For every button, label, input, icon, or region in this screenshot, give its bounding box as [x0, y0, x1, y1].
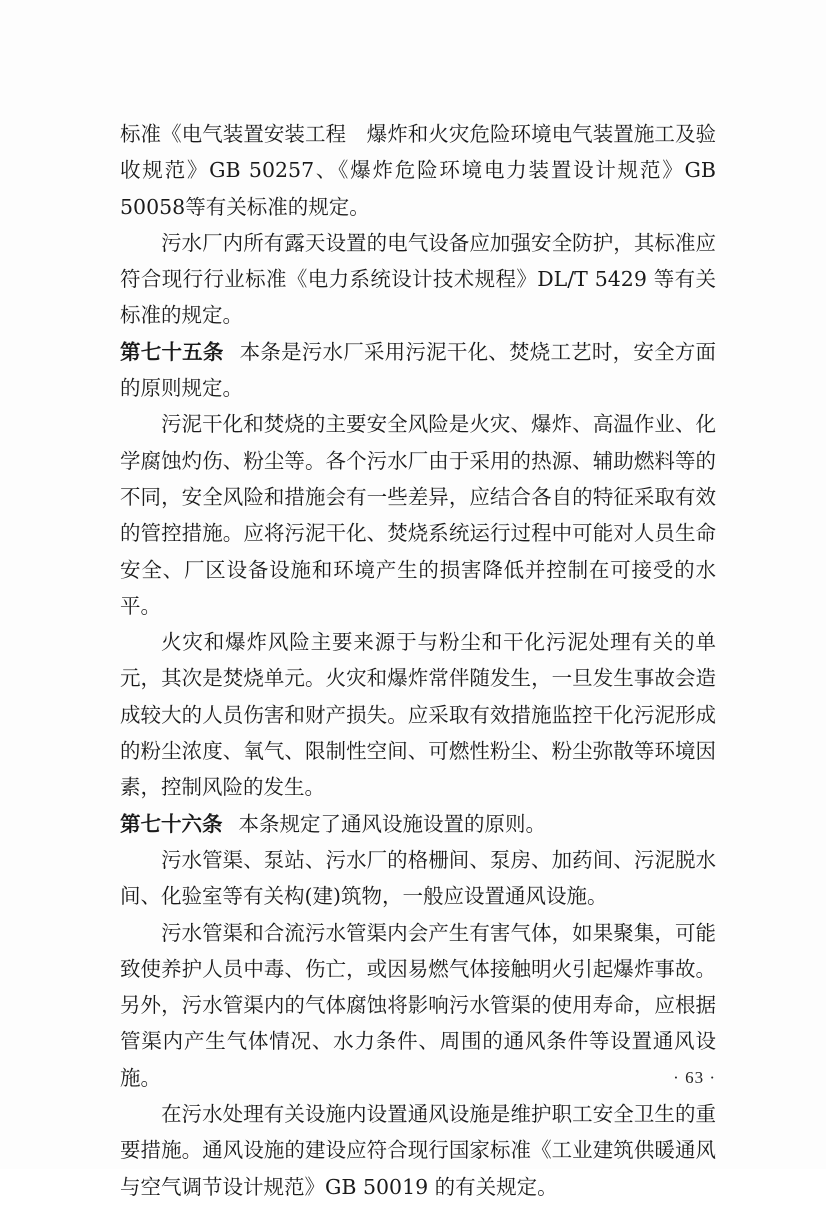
paragraph-text: 污泥干化和焚烧的主要安全风险是火灾、爆炸、高温作业、化学腐蚀灼伤、粉尘等。各个污水厂由于采用的热源、辅助燃料等的不同，安全风险和措施会有一些差异，应结合各自的特征采取有效的管控措施。应将污泥干化、焚烧系统运行过程中可能对人员生命安全、厂区设备设施和环境产生的损害降低并控制在可接受的水平。: [120, 412, 716, 618]
paragraph: [120, 842, 716, 915]
paragraph-text: 本条是污水厂采用污泥干化、焚烧工艺时，安全方面的原则规定。: [120, 339, 717, 401]
paragraph: [120, 1096, 716, 1205]
page-number: · 63 ·: [673, 1068, 716, 1087]
article-number: 第七十五条: [120, 339, 224, 364]
paragraph-text: 在污水处理有关设施内设置通风设施是维护职工安全卫生的重要措施。通风设施的建设应符合现行国家标准《工业建筑供暖通风与空气调节设计规范》GB 50019 的有关规定。: [120, 1102, 716, 1199]
body-text: [120, 116, 716, 1205]
article-paragraph: [120, 334, 716, 407]
paragraph: [120, 225, 716, 334]
paragraph-text: 污水管渠和合流污水管渠内会产生有害气体，如果聚集，可能致使养护人员中毒、伤亡，或因易燃气体接触明火引起爆炸事故。另外，污水管渠内的气体腐蚀将影响污水管渠的使用寿命，应根据管渠内产生气体情况、水力条件、周围的通风条件等设置通风设施。: [120, 920, 716, 1090]
paragraph: [120, 406, 716, 624]
paragraph-text: 火灾和爆炸风险主要来源于与粉尘和干化污泥处理有关的单元，其次是焚烧单元。火灾和爆炸常伴随发生，一旦发生事故会造成较大的人员伤害和财产损失。应采取有效措施监控干化污泥形成的粉尘浓度、氧气、限制性空间、可燃性粉尘、粉尘弥散等环境因素，控制风险的发生。: [120, 630, 716, 800]
paragraph: [120, 624, 716, 805]
paragraph-text: 标准《电气装置安装工程 爆炸和火灾危险环境电气装置施工及验收规范》GB 50257、《爆炸危险环境电力装置设计规范》GB 50058等有关标准的规定。: [120, 122, 716, 219]
article-paragraph: [120, 806, 716, 842]
paragraph-text: 污水管渠、泵站、污水厂的格栅间、泵房、加药间、污泥脱水间、化验室等有关构(建)筑物，一般应设置通风设施。: [120, 847, 716, 909]
article-number: 第七十六条: [120, 811, 223, 836]
paragraph-text: 污水厂内所有露天设置的电气设备应加强安全防护，其标准应符合现行行业标准《电力系统设计技术规程》DL/T 5429 等有关标准的规定。: [120, 230, 716, 328]
paragraph-text: 本条规定了通风设施设置的原则。: [238, 811, 546, 836]
paragraph: [120, 116, 716, 225]
